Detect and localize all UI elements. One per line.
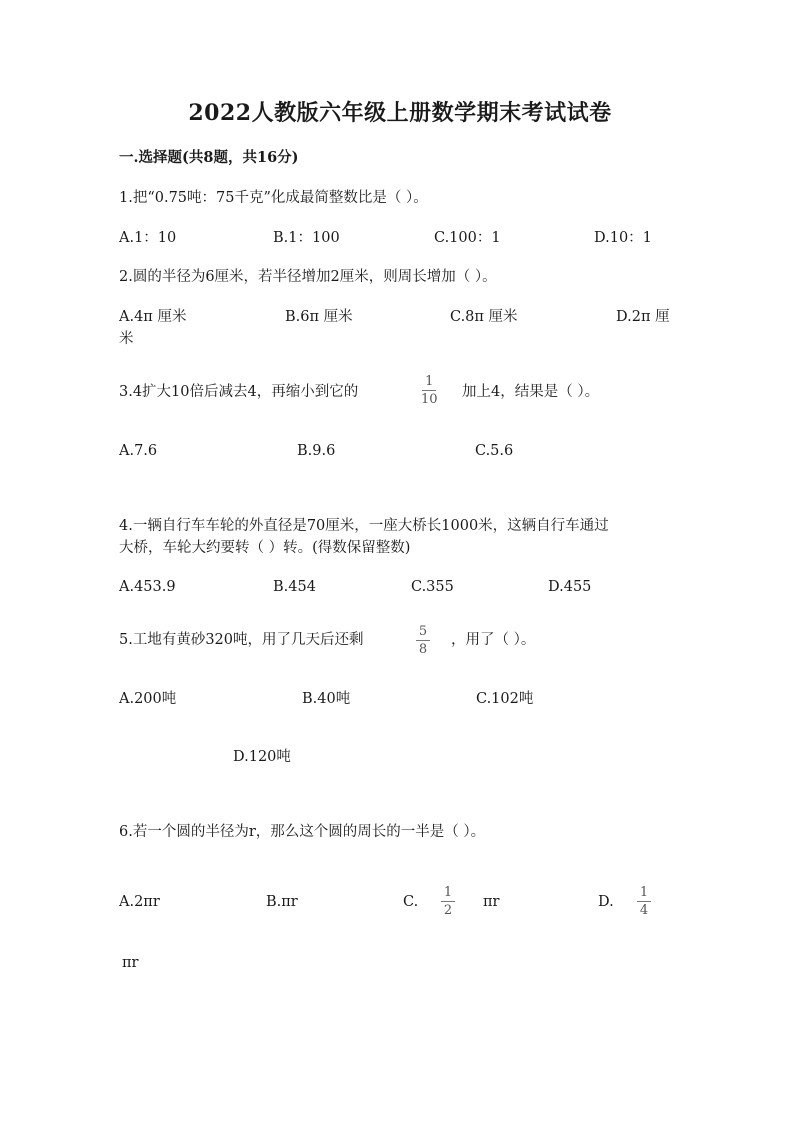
question-stem-line1: 4.一辆自行车车轮的外直径是70厘米，一座大桥长1000米，这辆自行车通过 bbox=[119, 518, 609, 534]
fraction-bar bbox=[422, 390, 436, 391]
option-d: D.10：1 bbox=[594, 230, 652, 246]
option-d: D. bbox=[598, 894, 614, 910]
fraction-numerator: 1 bbox=[443, 885, 453, 900]
fraction-one-tenth bbox=[419, 374, 440, 407]
option-c: C.100：1 bbox=[434, 230, 501, 246]
fraction-denominator: 4 bbox=[639, 903, 649, 918]
fraction-bar bbox=[416, 640, 430, 641]
option-a: A.7.6 bbox=[119, 443, 158, 459]
option-b: B.9.6 bbox=[297, 443, 336, 459]
option-d-wrap: 米 bbox=[119, 331, 134, 347]
option-c-suffix: πr bbox=[483, 894, 500, 910]
fraction-numerator: 1 bbox=[639, 885, 649, 900]
option-a: A.1：10 bbox=[119, 230, 177, 246]
fraction-one-quarter bbox=[637, 885, 651, 918]
question-stem: 2.圆的半径为6厘米，若半径增加2厘米，则周长增加（ ）。 bbox=[119, 269, 497, 285]
option-c: C. bbox=[403, 894, 419, 910]
fraction-one-half bbox=[441, 885, 455, 918]
fraction-denominator: 2 bbox=[443, 903, 453, 918]
option-c: C.8π 厘米 bbox=[450, 309, 518, 325]
option-c: C.355 bbox=[411, 579, 454, 595]
question-stem-line2: 大桥，车轮大约要转（ ）转。(得数保留整数) bbox=[119, 540, 411, 556]
option-b: B.40吨 bbox=[302, 691, 351, 707]
section-heading: 一.选择题(共8题，共16分) bbox=[119, 149, 299, 166]
option-b: B.454 bbox=[273, 579, 316, 595]
fraction-numerator: 1 bbox=[425, 374, 434, 389]
option-a: A.4π 厘米 bbox=[119, 309, 187, 325]
fraction-five-eighths bbox=[416, 624, 430, 657]
option-d: D.2π 厘 bbox=[616, 309, 670, 325]
question-stem: 1.把“0.75吨：75千克”化成最简整数比是（ ）。 bbox=[119, 190, 428, 206]
option-c: C.102吨 bbox=[476, 691, 534, 707]
fraction-denominator: 8 bbox=[418, 642, 428, 657]
fraction-numerator: 5 bbox=[418, 624, 428, 639]
option-d: D.120吨 bbox=[233, 749, 291, 765]
option-c: C.5.6 bbox=[475, 443, 514, 459]
option-a: A.453.9 bbox=[119, 579, 176, 595]
option-d: D.455 bbox=[548, 579, 592, 595]
option-d-wrap: πr bbox=[122, 955, 139, 971]
question-stem: 6.若一个圆的半径为r，那么这个圆的周长的一半是（ ）。 bbox=[119, 824, 486, 840]
question-stem-part2: ，用了（ ）。 bbox=[451, 632, 536, 648]
option-b: B.πr bbox=[266, 894, 298, 910]
option-a: A.2πr bbox=[119, 894, 160, 910]
option-b: B.6π 厘米 bbox=[285, 309, 353, 325]
question-stem-part1: 3.4扩大10倍后减去4，再缩小到它的 bbox=[119, 384, 359, 400]
question-stem-part1: 5.工地有黄砂320吨，用了几天后还剩 bbox=[119, 632, 364, 648]
option-b: B.1：100 bbox=[273, 230, 340, 246]
fraction-denominator: 10 bbox=[421, 392, 438, 407]
page-title: 2022人教版六年级上册数学期末考试试卷 bbox=[188, 100, 612, 126]
option-a: A.200吨 bbox=[119, 691, 177, 707]
fraction-bar bbox=[637, 901, 651, 902]
question-stem-part2: 加上4，结果是（ ）。 bbox=[462, 384, 600, 400]
fraction-bar bbox=[441, 901, 455, 902]
